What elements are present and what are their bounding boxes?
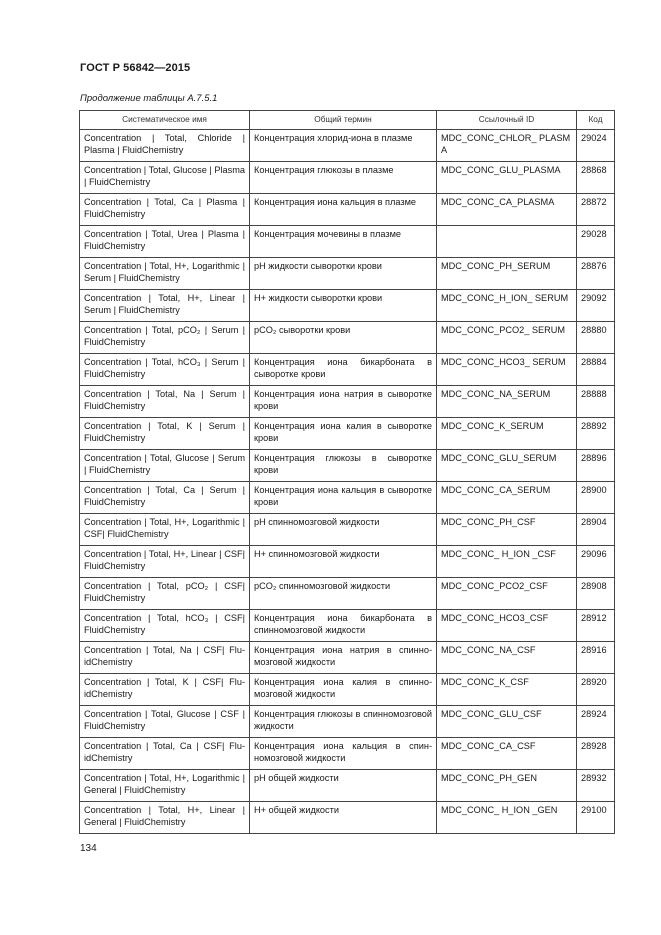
- common-term-cell: Концентрация иона натрия в сыворотке крови: [250, 386, 437, 418]
- code-cell: 28904: [577, 514, 615, 546]
- code-cell: 28888: [577, 386, 615, 418]
- systematic-name-cell: Concentration | Total, Urea | Plasma | FluidChemistry: [80, 226, 250, 258]
- reference-id-cell: MDC_CONC_H_ION_ SERUM: [437, 290, 577, 322]
- code-cell: 28912: [577, 610, 615, 642]
- common-term-cell: Концентрация иона кальция в плазме: [250, 194, 437, 226]
- code-cell: 28880: [577, 322, 615, 354]
- common-term-cell: H+ спинномозговой жидкости: [250, 546, 437, 578]
- systematic-name-cell: Concentration | Total, K | Serum | FluidChemistry: [80, 418, 250, 450]
- table-row: [80, 226, 615, 258]
- systematic-name-cell: Concentration | Total, hCO₃ | Serum | FluidChemistry: [80, 354, 250, 386]
- common-term-cell: Концентрация глюкозы в спинномозговой жидкости: [250, 706, 437, 738]
- code-cell: 29100: [577, 802, 615, 834]
- common-term-cell: Концентрация иона бикарбоната в спинномозговой жидкости: [250, 610, 437, 642]
- code-cell: 28928: [577, 738, 615, 770]
- common-term-cell: Концентрация иона кальция в сыворотке крови: [250, 482, 437, 514]
- table-body: [80, 130, 615, 834]
- reference-id-cell: MDC_CONC_PCO2_ SERUM: [437, 322, 577, 354]
- systematic-name-cell: Concentration | Total, pCO₂ | CSF| FluidChemistry: [80, 578, 250, 610]
- column-header-reference-id: Ссылочный ID: [437, 111, 577, 130]
- common-term-cell: Концентрация глюкозы в сыворотке крови: [250, 450, 437, 482]
- common-term-cell: pH общей жидкости: [250, 770, 437, 802]
- common-term-cell: pCO₂ сыворотки крови: [250, 322, 437, 354]
- table-row: [80, 354, 615, 386]
- systematic-name-cell: Concentration | Total, Na | CSF| FluidChemistry: [80, 642, 250, 674]
- code-cell: 28868: [577, 162, 615, 194]
- code-cell: 29028: [577, 226, 615, 258]
- common-term-cell: Концентрация мочевины в плазме: [250, 226, 437, 258]
- systematic-name-cell: Concentration | Total, H+, Linear | General | FluidChemistry: [80, 802, 250, 834]
- systematic-name-cell: Concentration | Total, Ca | CSF| FluidChemistry: [80, 738, 250, 770]
- table-row: [80, 290, 615, 322]
- code-cell: 28896: [577, 450, 615, 482]
- systematic-name-cell: Concentration | Total, Na | Serum | FluidChemistry: [80, 386, 250, 418]
- reference-id-cell: MDC_CONC_ H_ION _GEN: [437, 802, 577, 834]
- common-term-cell: H+ общей жидкости: [250, 802, 437, 834]
- code-cell: 29092: [577, 290, 615, 322]
- reference-id-cell: MDC_CONC_CA_CSF: [437, 738, 577, 770]
- common-term-cell: Концентрация иона натрия в спинномозговой жидкости: [250, 642, 437, 674]
- page-number: 134: [80, 843, 97, 854]
- systematic-name-cell: Concentration | Total, H+, Linear | Serum | FluidChemistry: [80, 290, 250, 322]
- code-cell: 28924: [577, 706, 615, 738]
- table-row: [80, 578, 615, 610]
- document-standard-title: ГОСТ Р 56842—2015: [80, 62, 191, 74]
- systematic-name-cell: Concentration | Total, H+, Linear | CSF| FluidChemistry: [80, 546, 250, 578]
- table-row: [80, 258, 615, 290]
- code-cell: 28884: [577, 354, 615, 386]
- common-term-cell: Концентрация иона калия в сыворотке крови: [250, 418, 437, 450]
- systematic-name-cell: Concentration | Total, Glucose | Serum | FluidChemistry: [80, 450, 250, 482]
- reference-id-cell: MDC_CONC_HCO3_CSF: [437, 610, 577, 642]
- systematic-name-cell: Concentration | Total, H+, Logarithmic | CSF| FluidChemistry: [80, 514, 250, 546]
- table-row: [80, 482, 615, 514]
- table-row: [80, 194, 615, 226]
- common-term-cell: pH спинномозговой жидкости: [250, 514, 437, 546]
- common-term-cell: Концентрация иона бикарбоната в сыворотке крови: [250, 354, 437, 386]
- column-header-common-term: Общий термин: [250, 111, 437, 130]
- column-header-code: Код: [577, 111, 615, 130]
- reference-id-cell: MDC_CONC_PCO2_CSF: [437, 578, 577, 610]
- table-header-row: [80, 111, 615, 130]
- systematic-name-cell: Concentration | Total, K | CSF| FluidChemistry: [80, 674, 250, 706]
- table-row: [80, 450, 615, 482]
- reference-id-cell: MDC_CONC_CA_PLASMA: [437, 194, 577, 226]
- systematic-name-cell: Concentration | Total, Chloride | Plasma | FluidChemistry: [80, 130, 250, 162]
- code-cell: 28908: [577, 578, 615, 610]
- table-row: [80, 610, 615, 642]
- code-cell: 28876: [577, 258, 615, 290]
- reference-id-cell: MDC_CONC_K_SERUM: [437, 418, 577, 450]
- table-row: [80, 674, 615, 706]
- reference-id-cell: MDC_CONC_PH_SERUM: [437, 258, 577, 290]
- systematic-name-cell: Concentration | Total, hCO₃ | CSF| FluidChemistry: [80, 610, 250, 642]
- reference-id-cell: MDC_CONC_ H_ION _CSF: [437, 546, 577, 578]
- reference-id-cell: MDC_CONC_NA_SERUM: [437, 386, 577, 418]
- reference-id-cell: MDC_CONC_CA_SERUM: [437, 482, 577, 514]
- table-row: [80, 642, 615, 674]
- reference-id-cell: MDC_CONC_GLU_PLASMA: [437, 162, 577, 194]
- table-row: [80, 546, 615, 578]
- reference-id-cell: MDC_CONC_NA_CSF: [437, 642, 577, 674]
- common-term-cell: Концентрация иона кальция в спинномозговой жидкости: [250, 738, 437, 770]
- common-term-cell: H+ жидкости сыворотки крови: [250, 290, 437, 322]
- reference-id-cell: MDC_CONC_GLU_CSF: [437, 706, 577, 738]
- table-row: [80, 802, 615, 834]
- table-row: [80, 322, 615, 354]
- table-row: [80, 386, 615, 418]
- nomenclature-table: [79, 110, 615, 834]
- systematic-name-cell: Concentration | Total, H+, Logarithmic | Serum | FluidChemistry: [80, 258, 250, 290]
- table-row: [80, 770, 615, 802]
- common-term-cell: Концентрация хлорид-иона в плазме: [250, 130, 437, 162]
- code-cell: 29024: [577, 130, 615, 162]
- table-row: [80, 130, 615, 162]
- code-cell: 28900: [577, 482, 615, 514]
- code-cell: 28872: [577, 194, 615, 226]
- common-term-cell: Концентрация иона калия в спинномозговой жидкости: [250, 674, 437, 706]
- reference-id-cell: MDC_CONC_K_CSF: [437, 674, 577, 706]
- code-cell: 29096: [577, 546, 615, 578]
- table-row: [80, 162, 615, 194]
- table-row: [80, 418, 615, 450]
- systematic-name-cell: Concentration | Total, H+, Logarithmic | General | FluidChemistry: [80, 770, 250, 802]
- table-caption: Продолжение таблицы А.7.5.1: [80, 93, 218, 104]
- reference-id-cell: MDC_CONC_PH_CSF: [437, 514, 577, 546]
- reference-id-cell: MDC_CONC_GLU_SERUM: [437, 450, 577, 482]
- table-row: [80, 738, 615, 770]
- reference-id-cell: MDC_CONC_CHLOR_ PLASMA: [437, 130, 577, 162]
- table-row: [80, 514, 615, 546]
- code-cell: 28916: [577, 642, 615, 674]
- code-cell: 28932: [577, 770, 615, 802]
- common-term-cell: pH жидкости сыворотки крови: [250, 258, 437, 290]
- reference-id-cell: MDC_CONC_PH_GEN: [437, 770, 577, 802]
- code-cell: 28892: [577, 418, 615, 450]
- systematic-name-cell: Concentration | Total, Glucose | Plasma | FluidChemistry: [80, 162, 250, 194]
- systematic-name-cell: Concentration | Total, Ca | Serum | FluidChemistry: [80, 482, 250, 514]
- systematic-name-cell: Concentration | Total, Glucose | CSF | FluidChemistry: [80, 706, 250, 738]
- reference-id-cell: MDC_CONC_HCO3_ SERUM: [437, 354, 577, 386]
- systematic-name-cell: Concentration | Total, pCO₂ | Serum | FluidChemistry: [80, 322, 250, 354]
- systematic-name-cell: Concentration | Total, Ca | Plasma | FluidChemistry: [80, 194, 250, 226]
- reference-id-cell: [437, 226, 577, 258]
- table-row: [80, 706, 615, 738]
- column-header-systematic-name: Систематическое имя: [80, 111, 250, 130]
- common-term-cell: Концентрация глюкозы в плазме: [250, 162, 437, 194]
- common-term-cell: pCO₂ спинномозговой жидкости: [250, 578, 437, 610]
- code-cell: 28920: [577, 674, 615, 706]
